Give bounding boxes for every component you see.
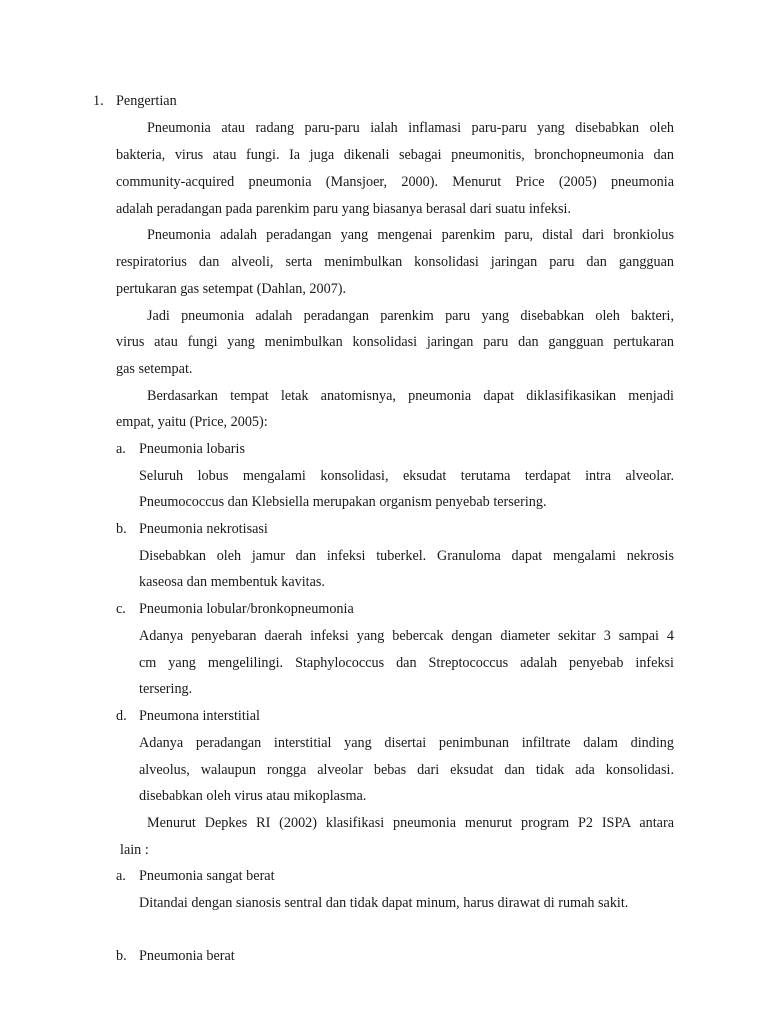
section-title: Pengertian [116, 93, 177, 109]
list-item-line: disebabkan oleh virus atau mikoplasma. [139, 788, 367, 804]
list-marker: d. [116, 708, 127, 724]
list-item-title: Pneumonia nekrotisasi [139, 521, 268, 537]
paragraph-line: Jadi pneumonia adalah peradangan parenkim paru yang disebabkan oleh bakteri, [147, 308, 674, 324]
section-number: 1. [93, 93, 104, 109]
list-marker: a. [116, 868, 126, 884]
list-item-title: Pneumona interstitial [139, 708, 260, 724]
paragraph-line: respiratorius dan alveoli, serta menimbulkan konsolidasi jaringan paru dan gangguan [116, 254, 674, 270]
paragraph-line: Berdasarkan tempat letak anatomisnya, pneumonia dapat diklasifikasikan menjadi [147, 388, 674, 404]
list-item-line: alveolus, walaupun rongga alveolar bebas dari eksudat dan tidak ada konsolidasi. [139, 762, 674, 778]
list-item-line: Adanya penyebaran daerah infeksi yang bebercak dengan diameter sekitar 3 sampai 4 [139, 628, 674, 644]
list-item-line: Disebabkan oleh jamur dan infeksi tuberkel. Granuloma dapat mengalami nekrosis [139, 548, 674, 564]
paragraph-line: lain : [120, 842, 149, 858]
paragraph-line: community-acquired pneumonia (Mansjoer, 2000). Menurut Price (2005) pneumonia [116, 174, 674, 190]
paragraph-line: adalah peradangan pada parenkim paru yang biasanya berasal dari suatu infeksi. [116, 201, 571, 217]
list-item-line: kaseosa dan membentuk kavitas. [139, 574, 325, 590]
list-item-line: tersering. [139, 681, 193, 697]
list-item-line: cm yang mengelilingi. Staphylococcus dan Streptococcus adalah penyebab infeksi [139, 655, 674, 671]
list-marker: b. [116, 948, 127, 964]
list-item-title: Pneumonia lobaris [139, 441, 245, 457]
list-marker: a. [116, 441, 126, 457]
list-item-line: Adanya peradangan interstitial yang disertai penimbunan infiltrate dalam dinding [139, 735, 674, 751]
list-item-title: Pneumonia berat [139, 948, 235, 964]
list-item-title: Pneumonia lobular/bronkopneumonia [139, 601, 354, 617]
paragraph-line: Menurut Depkes RI (2002) klasifikasi pneumonia menurut program P2 ISPA antara [147, 815, 674, 831]
list-item-line: Seluruh lobus mengalami konsolidasi, eksudat terutama terdapat intra alveolar. [139, 468, 674, 484]
paragraph-line: Pneumonia adalah peradangan yang mengenai parenkim paru, distal dari bronkiolus [147, 227, 674, 243]
list-marker: c. [116, 601, 126, 617]
paragraph-line: bakteria, virus atau fungi. Ia juga dikenali sebagai pneumonitis, bronchopneumonia dan [116, 147, 674, 163]
paragraph-line: gas setempat. [116, 361, 193, 377]
paragraph-line: Pneumonia atau radang paru-paru ialah inflamasi paru-paru yang disebabkan oleh [147, 120, 674, 136]
list-item-title: Pneumonia sangat berat [139, 868, 275, 884]
paragraph-line: empat, yaitu (Price, 2005): [116, 414, 268, 430]
list-item-line: Ditandai dengan sianosis sentral dan tidak dapat minum, harus dirawat di rumah sakit. [139, 895, 629, 911]
list-marker: b. [116, 521, 127, 537]
paragraph-line: pertukaran gas setempat (Dahlan, 2007). [116, 281, 347, 297]
paragraph-line: virus atau fungi yang menimbulkan konsolidasi jaringan paru dan gangguan pertukaran [116, 334, 674, 350]
list-item-line: Pneumococcus dan Klebsiella merupakan organism penyebab tersering. [139, 494, 547, 510]
